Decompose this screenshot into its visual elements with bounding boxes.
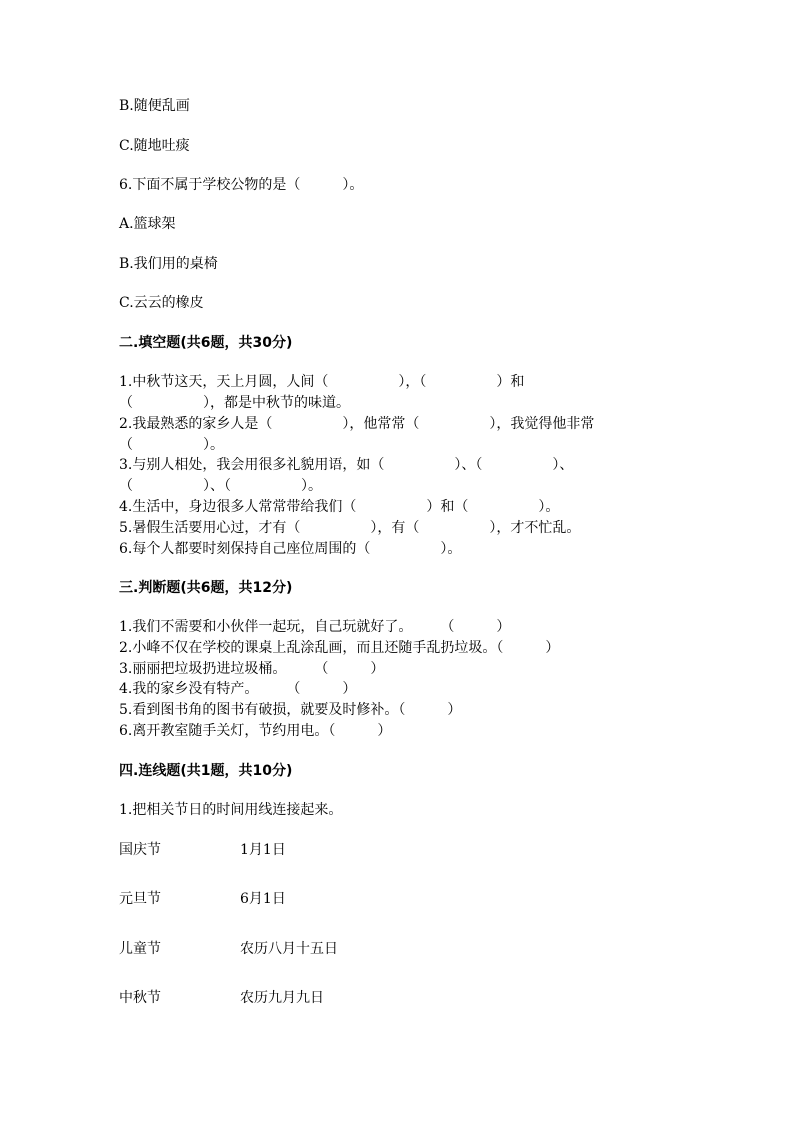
judge-question: 6.离开教室随手关灯，节约用电。（ ） — [119, 723, 392, 739]
fill-question-line: 4.生活中，身边很多人常常带给我们（ ）和（ ）。 — [119, 499, 560, 515]
judge-question: 5.看到图书角的图书有破损，就要及时修补。（ ） — [119, 702, 462, 718]
matching-row — [119, 988, 519, 1008]
option-a: A.篮球架 — [119, 216, 176, 232]
festival-name[interactable]: 儿童节 — [119, 941, 161, 957]
matching-row — [119, 840, 519, 860]
option-c: C.随地吐痰 — [119, 138, 190, 154]
fill-question-line: 5.暑假生活要用心过，才有（ ），有（ ），才不忙乱。 — [119, 520, 581, 536]
festival-date[interactable]: 6月1日 — [240, 891, 286, 907]
festival-date[interactable]: 农历九月九日 — [240, 990, 324, 1006]
fill-question-line: （ ），都是中秋节的味道。 — [119, 395, 350, 411]
festival-date[interactable]: 农历八月十五日 — [240, 941, 338, 957]
fill-question-line: 2.我最熟悉的家乡人是（ ），他常常（ ），我觉得他非常 — [119, 416, 595, 432]
festival-date[interactable]: 1月1日 — [240, 842, 286, 858]
judge-question: 2.小峰不仅在学校的课桌上乱涂乱画，而且还随手乱扔垃圾。（ ） — [119, 640, 560, 656]
judge-question: 1.我们不需要和小伙伴一起玩，自己玩就好了。 （ ） — [119, 619, 511, 635]
option-c: C.云云的橡皮 — [119, 295, 204, 311]
festival-name[interactable]: 元旦节 — [119, 891, 161, 907]
option-b: B.随便乱画 — [119, 98, 190, 114]
judge-question: 4.我的家乡没有特产。 （ ） — [119, 681, 357, 697]
festival-name[interactable]: 国庆节 — [119, 842, 161, 858]
fill-question-line: （ ）、（ ）。 — [119, 478, 322, 494]
fill-question-line: 1.中秋节这天，天上月圆，人间（ ），（ ）和 — [119, 374, 525, 390]
matching-row — [119, 889, 519, 909]
fill-question-line: 3.与别人相处，我会用很多礼貌用语，如（ ）、（ ）、 — [119, 457, 574, 473]
festival-name[interactable]: 中秋节 — [119, 990, 161, 1006]
fill-question-line: （ ）。 — [119, 437, 224, 453]
fill-question-line: 6.每个人都要时刻保持自己座位周围的（ ）。 — [119, 541, 462, 557]
section-heading-judgement: 三.判断题(共6题，共12分) — [119, 580, 293, 596]
section-heading-matching: 四.连线题(共1题，共10分) — [119, 763, 293, 779]
section-heading-fill-in: 二.填空题(共6题，共30分) — [119, 335, 293, 351]
option-b: B.我们用的桌椅 — [119, 256, 218, 272]
matching-row — [119, 939, 519, 959]
judge-question: 3.丽丽把垃圾扔进垃圾桶。 （ ） — [119, 661, 385, 677]
matching-question: 1.把相关节日的时间用线连接起来。 — [119, 802, 343, 818]
question-6: 6.下面不属于学校公物的是（ ）。 — [119, 177, 364, 193]
